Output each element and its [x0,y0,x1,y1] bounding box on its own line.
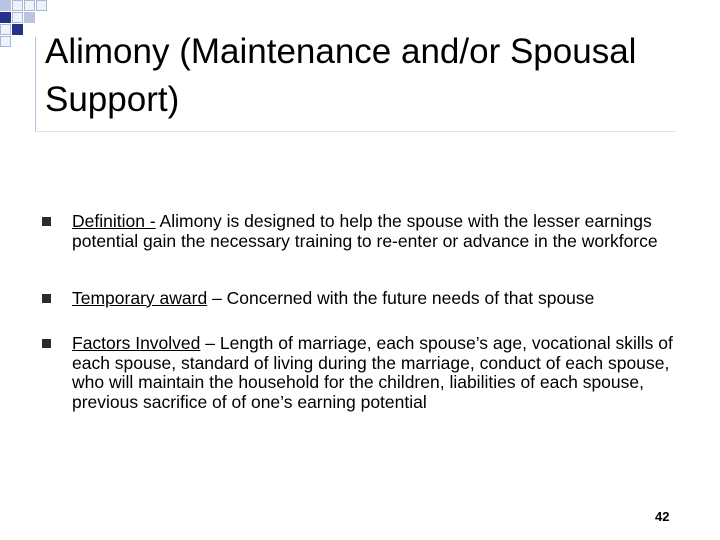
deco-square-icon [12,12,23,23]
title-divider [35,131,675,132]
deco-square-icon [0,36,11,47]
bullet-square-icon [42,217,51,226]
deco-square-icon [24,0,35,11]
bullet-item-temporary-award [42,289,682,334]
bullet-text: – Length of marriage, each spouse’s age, vocational skills of each spouse, standard of living during the marriage, conduct of each spouse, who will maintain the household for the children, liabilities of each spouse, previous sacrifice of of one’s earning potential [72,333,673,412]
deco-square-icon [0,12,11,23]
bullet-text: – Concerned with the future needs of that spouse [207,288,595,308]
bullet-square-icon [42,294,51,303]
deco-square-icon [0,0,11,11]
deco-square-icon [12,0,23,11]
bullet-term: Factors Involved [72,333,201,353]
bullet-term: Definition - [72,211,156,231]
bullet-text: Alimony is designed to help the spouse with the lesser earnings potential gain the necessary training to re-enter or advance in the workforce [72,211,658,251]
page-number: 42 [655,509,670,524]
slide-title: Alimony (Maintenance and/or Spousal Support) [45,32,637,119]
deco-square-icon [0,24,11,35]
bullet-square-icon [42,339,51,348]
bullet-item-definition [42,212,682,289]
deco-square-icon [36,0,47,11]
bullet-term: Temporary award [72,288,208,308]
bullet-list [42,212,682,412]
title-accent-line [35,37,36,132]
deco-square-icon [24,12,35,23]
bullet-item-factors-involved [42,334,682,412]
deco-square-icon [12,24,23,35]
